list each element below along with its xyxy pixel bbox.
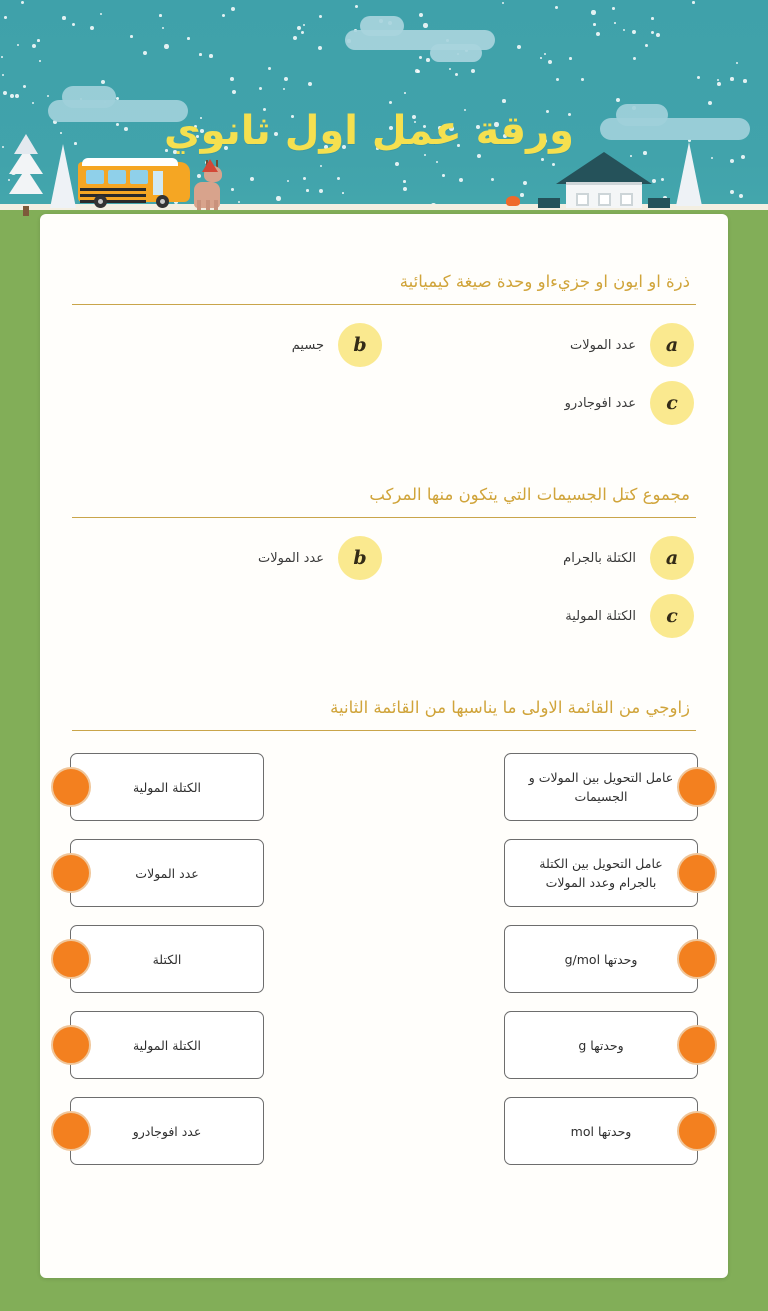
option-letter-badge: c	[650, 594, 694, 638]
divider	[72, 517, 696, 518]
cloud-icon	[430, 44, 482, 62]
match-source-label: وحدتها mol	[570, 1123, 632, 1139]
snow-dot	[614, 22, 616, 24]
option-letter-badge: a	[650, 323, 694, 367]
match-source-item[interactable]	[504, 1097, 698, 1165]
option-letter-badge: b	[338, 536, 382, 580]
option-label: الكتلة بالجرام	[563, 550, 636, 566]
snow-dot	[403, 180, 406, 183]
option-item[interactable]	[382, 594, 694, 638]
question-block-2	[70, 483, 698, 652]
reindeer-icon	[190, 160, 226, 208]
snow-dot	[10, 94, 14, 98]
snow-dot	[743, 79, 747, 83]
option-item[interactable]	[382, 381, 694, 425]
match-source-item[interactable]	[504, 839, 698, 907]
snow-dot	[556, 78, 559, 81]
snow-dot	[1, 56, 3, 58]
match-target-item[interactable]	[70, 839, 264, 907]
snow-dot	[477, 154, 481, 158]
match-target-label: عدد المولات	[135, 865, 199, 881]
snow-dot	[297, 26, 301, 30]
snow-dot	[502, 2, 504, 4]
match-source-label: عامل التحويل بين الكتلة بالجرام وعدد المولات	[539, 855, 663, 891]
snow-dot	[419, 13, 423, 17]
option-label: الكتلة المولية	[565, 608, 636, 624]
snow-dot	[395, 162, 399, 166]
snow-dot	[612, 7, 615, 10]
option-item[interactable]	[382, 536, 694, 580]
snow-dot	[268, 67, 271, 70]
snow-dot	[231, 188, 234, 191]
option-letter-badge: c	[650, 381, 694, 425]
option-list	[70, 323, 698, 439]
match-target-item[interactable]	[70, 753, 264, 821]
match-target-label: الكتلة المولية	[132, 1037, 202, 1053]
snow-dot	[2, 74, 4, 76]
connector-dot-icon[interactable]	[677, 767, 717, 807]
match-source-item[interactable]	[504, 925, 698, 993]
snow-dot	[15, 94, 19, 98]
option-item[interactable]	[70, 323, 382, 367]
snow-dot	[276, 196, 281, 201]
match-target-label: الكتلة	[152, 951, 182, 967]
snow-dot	[717, 79, 719, 81]
option-label: عدد افوجادرو	[564, 395, 636, 411]
matching-row	[70, 925, 698, 993]
snow-dot	[423, 23, 428, 28]
match-source-label: وحدتها g	[578, 1037, 624, 1053]
matching-grid	[70, 749, 698, 1165]
snow-dot	[544, 53, 546, 55]
snow-dot	[230, 77, 234, 81]
match-source-item[interactable]	[504, 753, 698, 821]
connector-dot-icon[interactable]	[51, 767, 91, 807]
snow-dot	[293, 36, 297, 40]
header-banner	[0, 0, 768, 232]
snow-dot	[540, 57, 542, 59]
option-letter-badge: b	[338, 323, 382, 367]
snow-dot	[62, 16, 66, 20]
option-letter-badge: a	[650, 536, 694, 580]
snow-dot	[143, 51, 147, 55]
divider	[72, 730, 696, 731]
cloud-icon	[360, 16, 404, 36]
snow-dot	[130, 35, 133, 38]
matching-row	[70, 1097, 698, 1165]
snow-dot	[209, 54, 213, 58]
snow-dot	[651, 17, 654, 20]
snow-dot	[199, 53, 202, 56]
connector-dot-icon[interactable]	[51, 1111, 91, 1151]
question-title: ذرة او ايون او جزيءاو وحدة صيغة كيميائية	[399, 272, 690, 291]
snow-dot	[520, 193, 524, 197]
question-title: مجموع كتل الجسيمات التي يتكون منها المركب	[369, 485, 690, 505]
snow-dot	[17, 44, 19, 46]
snow-dot	[633, 57, 636, 60]
snow-dot	[4, 16, 7, 19]
snow-dot	[593, 23, 596, 26]
snow-dot	[308, 82, 312, 86]
snow-dot	[541, 158, 544, 161]
matching-row	[70, 1011, 698, 1079]
match-target-label: عدد افوجادرو	[132, 1123, 202, 1139]
connector-dot-icon[interactable]	[51, 853, 91, 893]
cloud-icon	[62, 86, 116, 108]
snow-dot	[101, 80, 105, 84]
connector-dot-icon[interactable]	[677, 853, 717, 893]
snow-dot	[23, 85, 26, 88]
option-item[interactable]	[382, 323, 694, 367]
snow-dot	[449, 68, 451, 70]
house-icon	[556, 152, 652, 208]
option-label: جسيم	[291, 337, 324, 353]
snow-dot	[164, 44, 169, 49]
divider	[72, 304, 696, 305]
snow-dot	[730, 77, 734, 81]
snow-dot	[569, 57, 572, 60]
snow-dot	[651, 31, 654, 34]
snow-dot	[645, 44, 648, 47]
snow-dot	[342, 192, 344, 194]
question-block-1	[70, 270, 698, 439]
snow-dot	[502, 99, 506, 103]
connector-dot-icon[interactable]	[677, 1025, 717, 1065]
match-source-label: عامل التحويل بين المولات و الجسيمات	[528, 769, 674, 805]
snow-dot	[319, 189, 323, 193]
matching-title: زاوجي من القائمة الاولى ما يناسبها من القائمة الثانية	[330, 698, 690, 718]
option-label: عدد المولات	[258, 550, 324, 566]
snow-dot	[426, 58, 430, 62]
match-target-item[interactable]	[70, 1011, 264, 1079]
snow-dot	[39, 60, 41, 62]
school-bus-icon	[78, 156, 190, 208]
match-target-item[interactable]	[70, 1097, 264, 1165]
snow-dot	[442, 174, 445, 177]
matching-row	[70, 753, 698, 821]
matching-block	[70, 696, 698, 1165]
option-item[interactable]	[70, 536, 382, 580]
campfire-icon	[506, 196, 520, 206]
connector-dot-icon[interactable]	[677, 1111, 717, 1151]
snow-dot	[159, 14, 162, 17]
snow-dot	[632, 30, 636, 34]
match-source-item[interactable]	[504, 1011, 698, 1079]
option-list	[70, 536, 698, 652]
snow-dot	[284, 77, 288, 81]
snow-dot	[717, 82, 721, 86]
snow-dot	[404, 92, 406, 94]
snow-dot	[306, 189, 309, 192]
snow-dot	[692, 1, 695, 4]
snow-dot	[581, 78, 584, 81]
connector-dot-icon[interactable]	[677, 939, 717, 979]
match-target-item[interactable]	[70, 925, 264, 993]
page-title: ورقة عمل اول ثانوي	[163, 108, 575, 154]
snow-dot	[656, 33, 660, 37]
option-label: عدد المولات	[570, 337, 636, 353]
snow-dot	[187, 37, 190, 40]
match-target-label: الكتلة المولية	[132, 779, 202, 795]
connector-dot-icon[interactable]	[51, 939, 91, 979]
match-source-label: وحدتها g/mol	[564, 951, 638, 967]
snow-dot	[736, 62, 738, 64]
matching-row	[70, 839, 698, 907]
snow-dot	[591, 10, 596, 15]
connector-dot-icon[interactable]	[51, 1025, 91, 1065]
worksheet-card	[40, 214, 728, 1278]
snow-dot	[37, 39, 40, 42]
